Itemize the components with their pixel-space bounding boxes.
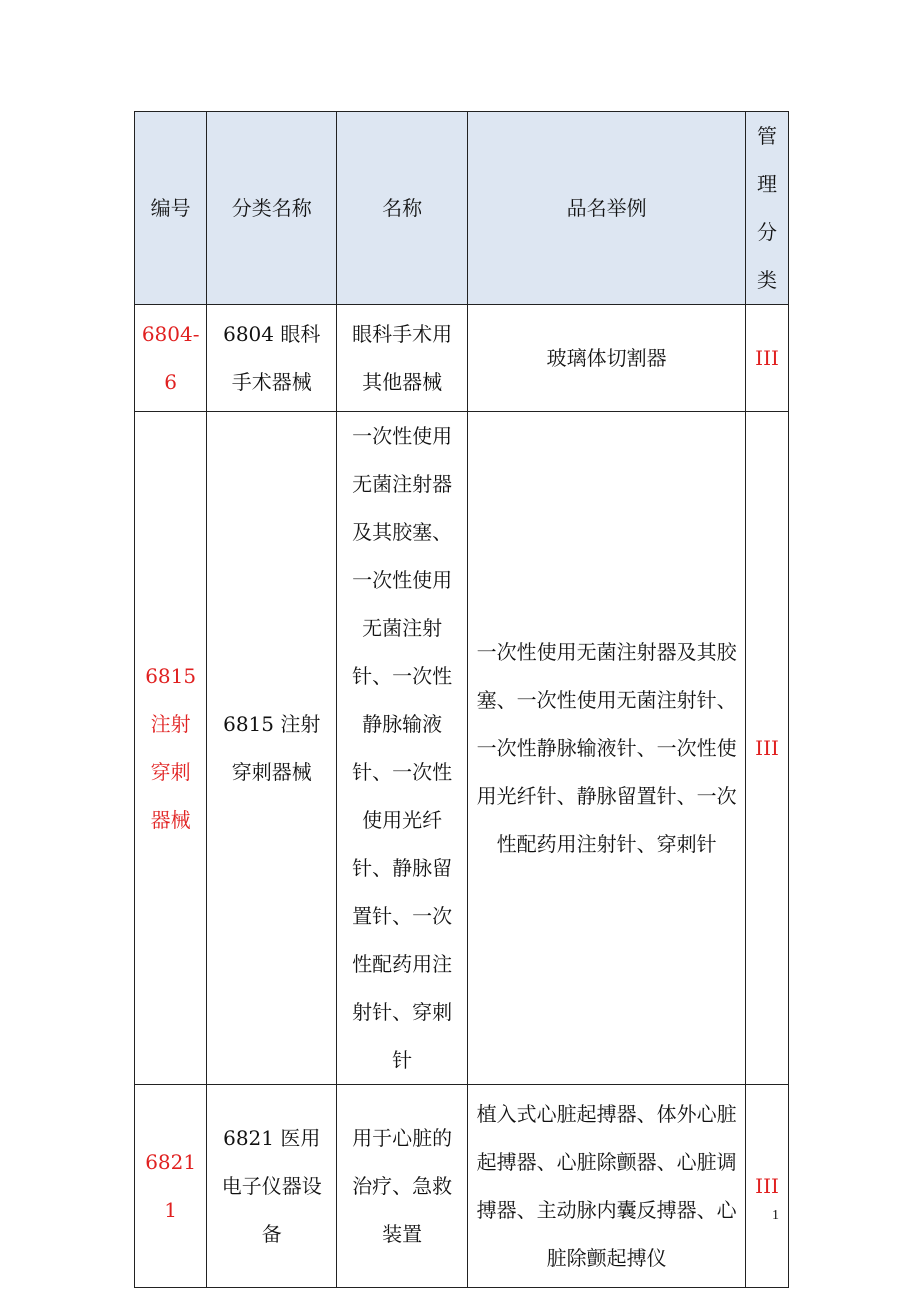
device-classification-table xyxy=(134,111,789,1288)
header-category: 分类名称 xyxy=(207,112,337,305)
header-class: 管理分类 xyxy=(746,112,789,305)
cell-class: III xyxy=(746,1085,789,1288)
cell-category: 6815 注射穿刺器械 xyxy=(207,412,337,1085)
cell-name: 用于心脏的治疗、急救装置 xyxy=(337,1085,468,1288)
cell-code: 6815 注射穿刺器械 xyxy=(135,412,207,1085)
header-code: 编号 xyxy=(135,112,207,305)
header-row xyxy=(135,112,789,305)
header-name: 名称 xyxy=(337,112,468,305)
cell-name: 眼科手术用其他器械 xyxy=(337,305,468,412)
cell-examples: 植入式心脏起搏器、体外心脏起搏器、心脏除颤器、心脏调搏器、主动脉内囊反搏器、心脏除颤起搏仪 xyxy=(468,1085,746,1288)
cell-examples: 一次性使用无菌注射器及其胶塞、一次性使用无菌注射针、一次性静脉输液针、一次性使用光纤针、静脉留置针、一次性配药用注射针、穿刺针 xyxy=(468,412,746,1085)
cell-code: 6804-6 xyxy=(135,305,207,412)
cell-category: 6804 眼科手术器械 xyxy=(207,305,337,412)
table-header xyxy=(135,112,789,305)
header-examples: 品名举例 xyxy=(468,112,746,305)
cell-class: III xyxy=(746,305,789,412)
cell-examples: 玻璃体切割器 xyxy=(468,305,746,412)
table-row xyxy=(135,412,789,1085)
page-number: 1 xyxy=(772,1208,779,1223)
cell-class: III xyxy=(746,412,789,1085)
cell-code: 68211 xyxy=(135,1085,207,1288)
table-body xyxy=(135,305,789,1288)
table-row xyxy=(135,305,789,412)
table-row xyxy=(135,1085,789,1288)
cell-category: 6821 医用电子仪器设备 xyxy=(207,1085,337,1288)
cell-name: 一次性使用无菌注射器及其胶塞、一次性使用无菌注射针、一次性静脉输液针、一次性使用光纤针、静脉留置针、一次性配药用注射针、穿刺针 xyxy=(337,412,468,1085)
